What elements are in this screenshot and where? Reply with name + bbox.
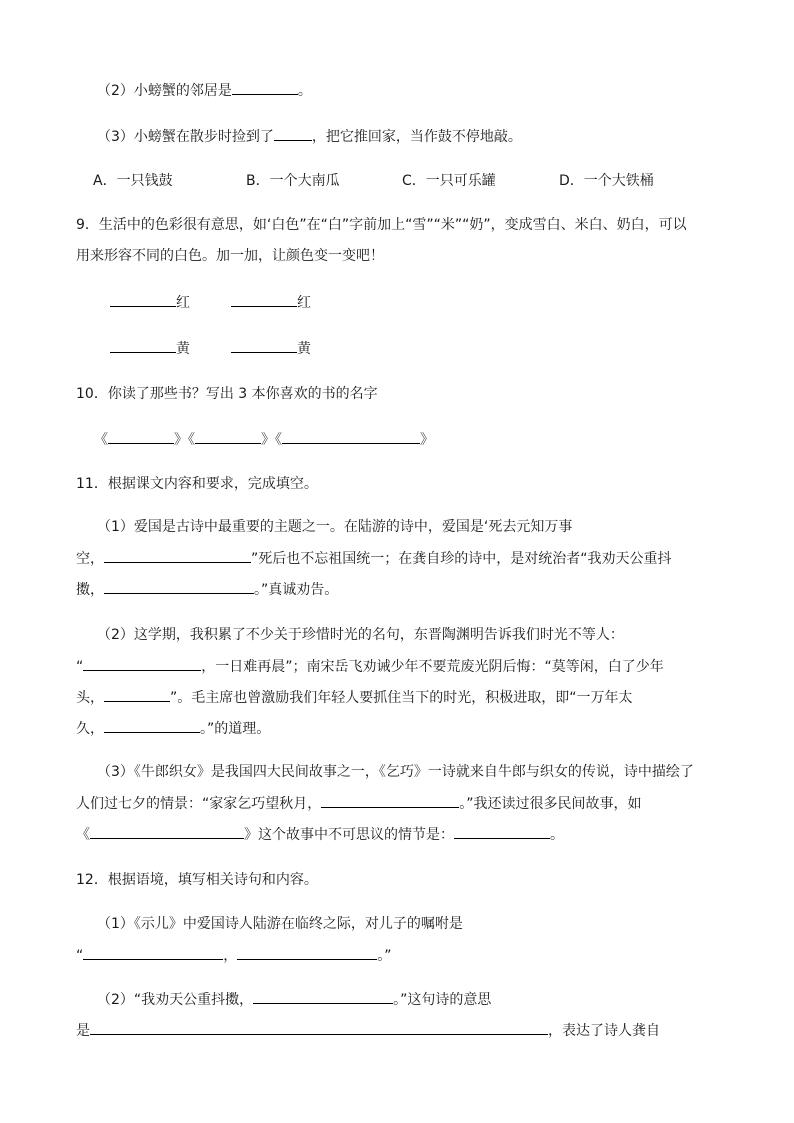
- answer-blank[interactable]: [231, 338, 297, 353]
- q9-text-line1: 9．生活中的色彩很有意思，如‘白色”在“白”字前加上“雪”“米”“奶”，变成雪白、米白、奶白，可以: [76, 217, 687, 233]
- option-b[interactable]: B．一个大南瓜: [246, 173, 340, 189]
- answer-blank[interactable]: [274, 126, 312, 141]
- text: 。”: [377, 948, 392, 964]
- answer-blank[interactable]: [90, 1020, 548, 1035]
- q11-p2-line2: [76, 656, 664, 677]
- text: “: [76, 948, 84, 964]
- answer-blank[interactable]: [83, 945, 223, 960]
- q12-p2-line2: [76, 1020, 660, 1041]
- q11-p2-line4: [76, 718, 270, 739]
- book-blank-2[interactable]: [195, 429, 261, 444]
- text: 》这个故事中不可思议的情节是：: [244, 827, 454, 843]
- text: 人们过七夕的情景：“家家乞巧望秋月，: [76, 796, 322, 812]
- text: （2）“我劝天公重抖擞，: [97, 992, 254, 1008]
- q10-title: 10．你读了那些书？写出 3 本你喜欢的书的名字: [76, 386, 378, 402]
- answer-blank[interactable]: [231, 292, 297, 307]
- option-a[interactable]: A．一只钱鼓: [93, 173, 173, 189]
- answer-blank[interactable]: [110, 338, 176, 353]
- text: ”死后也不忘祖国统一；在龚自珍的诗中，是对统治者“我劝天公重抖: [251, 551, 672, 567]
- color-word: 红: [176, 295, 190, 311]
- answer-blank[interactable]: [104, 718, 200, 733]
- color-word: 黄: [176, 341, 190, 357]
- text: 空，: [76, 551, 104, 567]
- q11-p1-line3: [76, 579, 338, 600]
- text: 擞，: [76, 582, 104, 598]
- q11-p2-line1: （2）这学期，我积累了不少关于珍惜时光的名句，东晋陶渊明告诉我们时光不等人：: [97, 627, 624, 643]
- q8-sub3-end: ，把它推回家，当作鼓不停地敲。: [311, 129, 522, 145]
- option-d[interactable]: D．一个大铁桶: [559, 173, 654, 189]
- q11-p2-line3: [76, 687, 633, 708]
- q11-p1-line1: （1）爱国是古诗中最重要的主题之一。在陆游的诗中，爱国是‘死去元知万事: [97, 519, 573, 535]
- text: 。”真诚劝告。: [254, 582, 339, 598]
- book-quote-close: 》: [420, 432, 434, 448]
- color-word: 黄: [297, 341, 311, 357]
- answer-blank[interactable]: [110, 292, 176, 307]
- answer-blank[interactable]: [104, 548, 251, 563]
- book-quote-mid: 》《: [261, 432, 282, 448]
- q11-p3-line1: （3）《牛郎织女》是我国四大民间故事之一，《乞巧》一诗就来自牛郎与织女的传说，诗中描绘了: [97, 764, 694, 780]
- text: 久，: [76, 721, 104, 737]
- q9-item-2: [231, 292, 311, 313]
- story-blank[interactable]: [90, 824, 244, 839]
- text: ，一日难再晨”；南宋岳飞劝诫少年不要荒废光阴后悔：“莫等闲，白了少年: [201, 659, 664, 675]
- answer-blank[interactable]: [104, 579, 254, 594]
- text: 。”这句诗的意思: [393, 992, 492, 1008]
- text: 。: [550, 827, 564, 843]
- text: 。”我还读过很多民间故事，如: [459, 796, 642, 812]
- text: ”。毛主席也曾激励我们年轻人要抓住当下的时光，积极进取，即“一万年太: [170, 690, 633, 706]
- text: 是: [76, 1023, 90, 1039]
- option-c[interactable]: C．一只可乐罐: [402, 173, 496, 189]
- text: 《: [76, 827, 90, 843]
- q10-book-blanks: [94, 429, 434, 450]
- q9-item-1: [110, 292, 190, 313]
- q8-sub2-end: 。: [297, 83, 312, 99]
- text: “: [76, 659, 84, 675]
- answer-blank[interactable]: [83, 656, 201, 671]
- q12-p1-line1: （1）《示儿》中爱国诗人陆游在临终之际，对儿子的嘱咐是: [97, 916, 463, 932]
- book-quote-mid: 》《: [174, 432, 195, 448]
- answer-blank[interactable]: [454, 824, 550, 839]
- q9-item-4: [231, 338, 311, 359]
- q8-sub2-text: （2）小螃蟹的邻居是: [97, 83, 232, 99]
- text: 。”的道理。: [200, 721, 271, 737]
- text: ，表达了诗人龚自: [548, 1023, 660, 1039]
- q8-sub3-text: （3）小螃蟹在散步时捡到了: [97, 129, 274, 145]
- answer-blank[interactable]: [232, 80, 298, 95]
- q11-p3-line2: [76, 793, 642, 814]
- q11-title: 11．根据课文内容和要求，完成填空。: [76, 476, 318, 492]
- color-word: 红: [297, 295, 311, 311]
- q8-sub2: [97, 80, 312, 101]
- answer-blank[interactable]: [104, 687, 170, 702]
- q12-p1-line2: [76, 945, 392, 966]
- text: 头，: [76, 690, 104, 706]
- q8-sub3: [97, 126, 522, 147]
- q11-p1-line2: [76, 548, 672, 569]
- q11-p3-line3: [76, 824, 564, 845]
- book-quote-open: 《: [94, 432, 108, 448]
- book-blank-3[interactable]: [282, 429, 420, 444]
- q9-text-line2: 用来形容不同的白色。加一加，让颜色变一变吧！: [76, 248, 384, 264]
- q12-p2-line1: [97, 989, 491, 1010]
- q9-item-3: [110, 338, 190, 359]
- q12-title: 12．根据语境，填写相关诗句和内容。: [76, 872, 318, 888]
- text: ，: [223, 948, 238, 964]
- answer-blank[interactable]: [237, 945, 377, 960]
- answer-blank[interactable]: [253, 989, 393, 1004]
- answer-blank[interactable]: [321, 793, 459, 808]
- book-blank-1[interactable]: [108, 429, 174, 444]
